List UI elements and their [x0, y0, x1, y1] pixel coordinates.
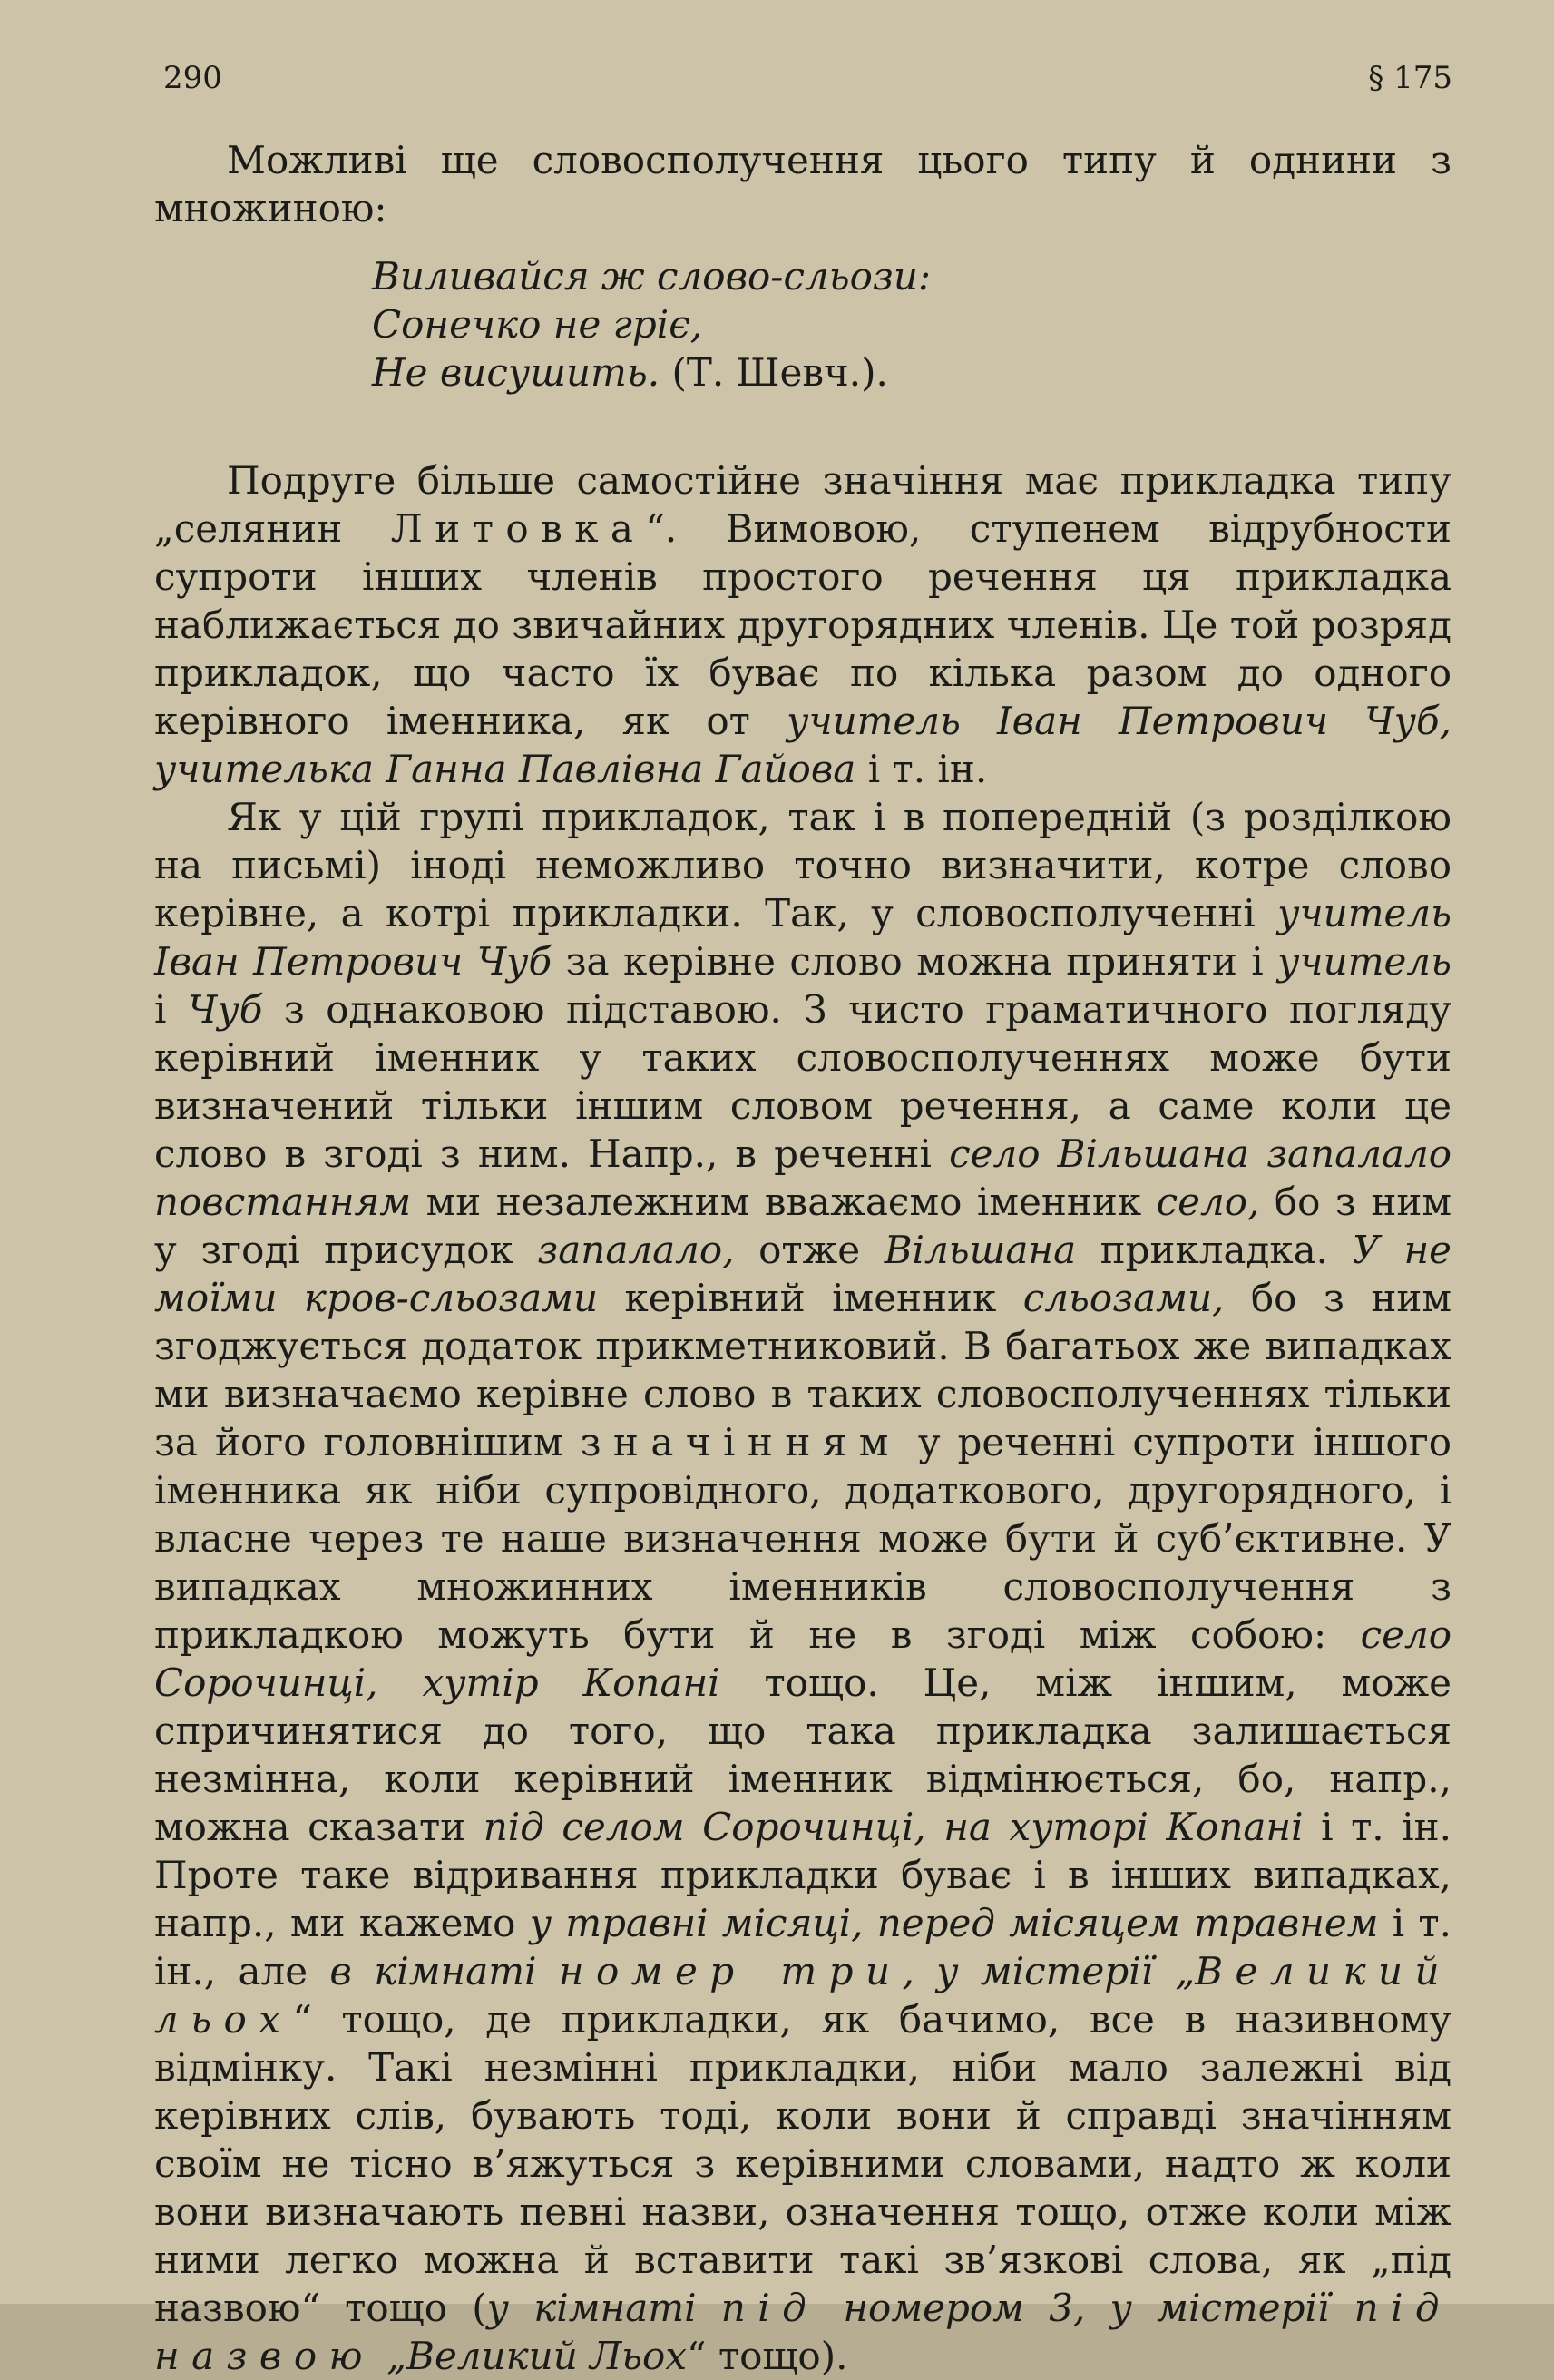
verse-text: Виливайся ж слово-сльози:	[372, 254, 932, 299]
spaced-italic-term: Великий льох	[154, 1949, 1452, 2042]
text-run: і т. ін. Проте таке відривання прикладки буває і в інших випадках, напр., ми кажемо	[154, 1805, 1451, 1945]
italic-example: , у містерії „	[902, 1949, 1196, 1993]
text-run: і т. ін., але	[154, 1901, 1451, 1993]
spaced-italic-term: номер три	[558, 1949, 903, 1993]
intro-text: Можливі ще словосполучення цього типу й однини з множиною:	[154, 138, 1451, 230]
text-run: і т. ін.	[855, 747, 988, 791]
paragraph-appositive-type	[154, 456, 1451, 793]
italic-example: село,	[1156, 1180, 1260, 1224]
paragraph-gap	[154, 418, 1451, 456]
text-run: прикладка.	[1076, 1228, 1353, 1272]
italic-example: в кімнаті	[329, 1949, 559, 1993]
page-number: 290	[163, 60, 222, 96]
italic-example: у травні місяці, перед місяцем травнем	[529, 1901, 1379, 1945]
verse-text: Сонечко не гріє,	[372, 302, 703, 347]
italic-example: номером 3, у містерії	[818, 2286, 1354, 2330]
text-run: у реченні супроти іншого іменника як ніби супровідного, додаткового, другорядного, і власне через те наше визначення може бути й суб’єктивне. У випадках множинних іменників словосполучення з прикладкою можуть бути й не в згоді між собою:	[154, 1420, 1452, 1657]
text-run: і	[154, 987, 188, 1032]
verse-line	[372, 252, 1451, 300]
verse-text: Не висушить.	[372, 350, 660, 395]
spaced-term: значінням	[580, 1420, 901, 1464]
spaced-italic-term: під назвою	[154, 2286, 1451, 2378]
italic-example: Чуб	[187, 987, 263, 1032]
text-run: отже	[734, 1228, 885, 1272]
verse-line	[372, 300, 1451, 348]
running-header	[163, 60, 1452, 103]
text-run: за керівне слово можна приняти і	[552, 939, 1278, 984]
italic-example: учитель Іван Петрович Чуб	[154, 891, 1451, 984]
text-run: бо з ним згоджується додаток прикметниковий. В багатьох же випадках ми визначаємо керівне слово в таких словосполученнях тільки за його головнішим	[154, 1276, 1452, 1464]
spaced-term: Литовка	[390, 506, 646, 551]
italic-example: сльозами,	[1022, 1276, 1225, 1320]
text-run: Подруге більше самостійне значіння має прикладка типу „селянин	[154, 458, 1451, 551]
text-run: “ тощо).	[687, 2334, 848, 2378]
paragraph-intro	[154, 136, 1451, 232]
text-run: ми незалежним вважаємо іменник	[411, 1180, 1157, 1224]
text-run: бо з ним у згоді присудок	[154, 1180, 1451, 1272]
italic-example: запалало,	[537, 1228, 735, 1272]
text-run: з однаковою підставою. З чисто граматичного погляду керівний іменник у таких словосполученнях може бути визначений тільки іншим словом речення, а саме коли це слово в згоді з ним. Напр., в реченні	[154, 987, 1451, 1176]
italic-example: у кімнаті	[486, 2286, 721, 2330]
text-run: керівний іменник	[598, 1276, 1023, 1320]
italic-example: „Великий Льох	[374, 2334, 688, 2378]
text-run: “. Вимовою, ступенем відрубности супроти інших членів простого речення ця прикладка наближається до звичайних другорядних членів. Це той розряд прикладок, що часто їх буває по кілька разом до одного керівного іменника, як от	[154, 506, 1451, 743]
verse-quote	[372, 252, 1451, 397]
text-run: тощо. Це, між іншим, може спричинятися до того, що така прикладка залишається незмінна, коли керівний іменник відмінюється, бо, напр., можна сказати	[154, 1660, 1451, 1849]
paragraph-head-noun	[154, 793, 1451, 2380]
italic-example: учитель Іван Петрович Чуб, учителька Ганна Павлівна Гайова	[154, 699, 1452, 791]
italic-example: учитель	[1277, 939, 1452, 984]
italic-example: село Сорочинці, хутір Копані	[154, 1612, 1451, 1705]
text-run: Як у цій групі прикладок, так і в попередній (з розділкою на письмі) іноді неможливо точно визначити, котре слово керівне, а котрі прикладки. Так, у словосполученні	[154, 795, 1451, 935]
italic-example: під селом Сорочинці, на хуторі Копані	[483, 1805, 1304, 1849]
verse-line	[372, 348, 1451, 397]
italic-example: село Вільшана запалало повстанням	[154, 1131, 1451, 1224]
italic-example: Вільшана	[884, 1228, 1077, 1272]
text-run: “ тощо, де прикладки, як бачимо, все в називному відмінку. Такі незмінні прикладки, ніби мало залежні від керівних слів, бувають тоді, коли вони й справді значінням своїм не тісно в’яжуться з керівними словами, надто ж коли вони визначають певні назви, означення тощо, отже коли між ними легко можна й вставити такі зв’язкові слова, як „під назвою“ тощо (	[154, 1997, 1451, 2330]
main-text	[154, 136, 1451, 2380]
verse-source: (Т. Шевч.).	[660, 350, 888, 395]
italic-example: У не моїми кров-сльозами	[154, 1228, 1451, 1320]
section-number: § 175	[1368, 60, 1452, 96]
spaced-italic-term: під	[720, 2286, 819, 2330]
